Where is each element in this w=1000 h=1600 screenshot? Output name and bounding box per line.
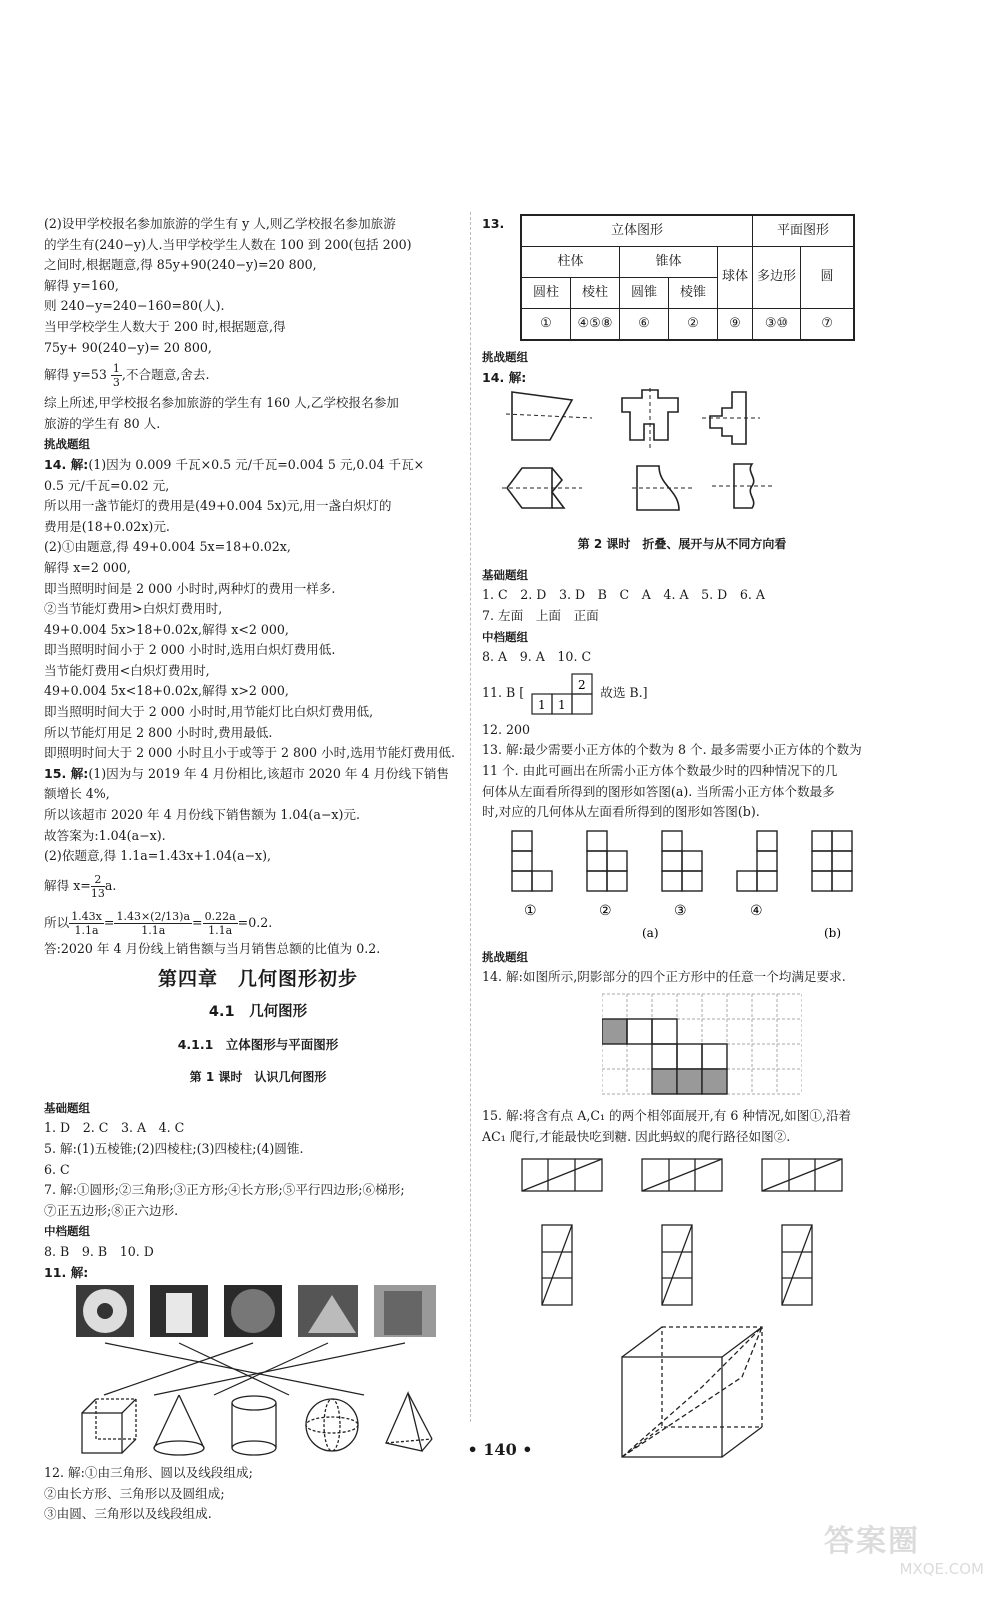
text-line: 12. 解:①由三角形、圆以及线段组成; — [44, 1465, 253, 1481]
q15-answer: 答:2020 年 4 月份线上销售额与当月销售总额的比值为 0.2. — [44, 940, 381, 956]
text-line: 11 个. 由此可画出在所需小正方体个数最少时的四种情况下的几 — [482, 762, 838, 778]
text-line: 故答案为:1.04(a−x). — [44, 827, 166, 843]
cell-pyramid: 棱锥 — [669, 278, 718, 309]
classification-table — [520, 214, 855, 341]
cell-v-prism: ④⑤⑧ — [571, 309, 620, 341]
text-line: ②由长方形、三角形以及圆组成; — [44, 1485, 225, 1501]
photo-pyramid — [298, 1285, 358, 1337]
view-label-3: ③ — [674, 902, 687, 919]
cell-prism-body: 柱体 — [521, 247, 620, 278]
q11-grid — [528, 672, 594, 716]
q14-label-right: 14. 解: — [482, 369, 527, 385]
text-line: ②当节能灯费用>白炽灯费用时, — [44, 601, 223, 617]
solve-line: 解得 y=53 $\frac{1}{3}$ ,不合题意,舍去. — [44, 362, 210, 390]
q14b: 14. 解:如图所示,阴影部分的四个正方形中的任意一个均满足要求. — [482, 969, 846, 985]
q11-right: 11. B [ 2 1 1 故选 B.] — [482, 672, 882, 716]
text-line: 何体从左面看所得到的图形如答图(a). 当所需小正方体个数最多 — [482, 783, 835, 799]
fraction: $\frac{0.22a}{1.1a}$ — [204, 909, 236, 937]
watermark — [824, 1516, 984, 1580]
photo-ball — [224, 1285, 282, 1337]
q13-solution-right — [482, 740, 882, 822]
svg-text:1: 1 — [538, 697, 546, 712]
text-line: 6. C — [44, 1161, 70, 1177]
basic-label: 基础题组 — [44, 1100, 90, 1115]
unfold-figure — [512, 1147, 872, 1317]
q15-number: 15. 解: — [44, 765, 89, 781]
text-line: 解得 x=2 000, — [44, 559, 131, 575]
page-number: • 140 • — [467, 1440, 533, 1459]
text-line: (2)依题意,得 1.1a=1.43x+1.04(a−x), — [44, 848, 272, 864]
q15-solution — [44, 764, 472, 867]
text-line: (2)设甲学校报名参加旅游的学生有 y 人,则乙学校报名参加旅游 — [44, 216, 396, 231]
text-line: 即当照明时间是 2 000 小时时,两种灯的费用一样多. — [44, 580, 336, 596]
text-line: 费用是(18+0.02x)元. — [44, 518, 170, 534]
text-line: 0.5 元/千瓦=0.02 元, — [44, 477, 170, 493]
q15-solution-right — [482, 1106, 882, 1147]
text-line: 7. 左面 上面 正面 — [482, 607, 599, 623]
text-line: ③由圆、三角形以及线段组成. — [44, 1506, 212, 1522]
q14-number: 14. 解: — [44, 456, 89, 472]
text-line: 即照明时间大于 2 000 小时且小于或等于 2 800 小时,选用节能灯费用低. — [44, 745, 455, 761]
fig-a-label: (a) — [642, 925, 659, 940]
left-column — [44, 214, 472, 1525]
photo-football — [76, 1285, 134, 1337]
text-line: 15. 解:(1)因为与 2019 年 4 月份相比,该超市 2020 年 4 月份线下销售 — [44, 765, 450, 781]
cell-v-cylinder: ① — [521, 309, 571, 341]
text-line: 所以节能灯用足 2 800 小时时,费用最低. — [44, 724, 273, 740]
mid-label: 中档题组 — [44, 1224, 90, 1239]
photo-candle — [150, 1285, 208, 1337]
view-label-2: ② — [599, 902, 612, 919]
text-line: 49+0.004 5x>18+0.02x,解得 x<2 000, — [44, 621, 289, 637]
text-line: 旅游的学生有 80 人. — [44, 415, 161, 431]
text-line: 之间时,根据题意,得 85y+90(240−y)=20 800, — [44, 257, 317, 273]
text-line: 即当照明时间大于 2 000 小时时,用节能灯比白炽灯费用低, — [44, 704, 374, 720]
lesson2-title: 第 2 课时 折叠、展开与从不同方向看 — [577, 537, 787, 552]
cell-sphere: 球体 — [718, 247, 753, 309]
q12-solution — [44, 1463, 472, 1525]
mid-answers-right: 8. A 9. A 10. C — [482, 649, 592, 665]
cell-solid: 立体图形 — [521, 215, 753, 247]
cell-v-cone: ⑥ — [620, 309, 669, 341]
cell-v-sphere: ⑨ — [718, 309, 753, 341]
q12-right: 12. 200 — [482, 721, 531, 737]
text-line: 解得 y=160, — [44, 277, 119, 293]
svg-text:1: 1 — [558, 697, 566, 712]
q13-label: 13. — [482, 216, 505, 231]
text-line: 综上所述,甲学校报名参加旅游的学生有 160 人,乙学校报名参加 — [44, 395, 399, 411]
left-views-figure — [502, 827, 882, 947]
right-column — [482, 214, 882, 1467]
cell-polygon: 多边形 — [753, 247, 801, 309]
chapter-title: 第四章 几何图形初步 — [157, 968, 358, 991]
subsection-title: 4.1.1 立体图形与平面图形 — [177, 1036, 339, 1052]
text-line: 8. B 9. B 10. D — [44, 1243, 154, 1259]
text-line: 即当照明时间小于 2 000 小时时,选用白炽灯费用低. — [44, 642, 336, 658]
svg-text:2: 2 — [578, 677, 586, 692]
cell-cylinder: 圆柱 — [521, 278, 571, 309]
text-line: 所以用一盏节能灯的费用是(49+0.004 5x)元,用一盏白炽灯的 — [44, 498, 392, 514]
text-line: 时,对应的几何体从左面看所得到的图形如答图(b). — [482, 804, 760, 820]
text-line: 额增长 4%, — [44, 786, 110, 802]
text-line: ⑦正五边形;⑧正六边形. — [44, 1202, 179, 1218]
cell-circle: 圆 — [801, 247, 855, 309]
view-label-4: ④ — [750, 902, 763, 919]
fraction: $\frac{1.43\times(2/13)a}{1.1a}$ — [116, 909, 191, 937]
cell-prism: 棱柱 — [571, 278, 620, 309]
text-line: 13. 解:最少需要小正方体的个数为 8 个. 最多需要小正方体的个数为 — [482, 742, 862, 758]
grid-figure — [602, 992, 802, 1098]
watermark-url: MXQE.COM — [899, 1560, 984, 1578]
text-line: 15. 解:将含有点 A,C₁ 的两个相邻面展开,有 6 种情况,如图①,沿着 — [482, 1107, 852, 1123]
cell-v-polygon: ③⑩ — [753, 309, 801, 341]
cell-v-pyramid: ② — [669, 309, 718, 341]
text-line: 7. 解:①圆形;②三角形;③正方形;④长方形;⑤平行四边形;⑥梯形; — [44, 1182, 405, 1198]
q13-part2 — [44, 214, 472, 358]
text-line: 49+0.004 5x<18+0.02x,解得 x>2 000, — [44, 683, 289, 699]
cell-plane: 平面图形 — [753, 215, 855, 247]
challenge-label-right: 挑战题组 — [482, 350, 528, 364]
q15-solve: 解得 x= $\frac{2}{13}$ a. — [44, 872, 117, 900]
challenge-label: 挑战题组 — [44, 437, 90, 452]
lesson-title: 第 1 课时 认识几何图形 — [189, 1070, 327, 1085]
mid-answers — [44, 1242, 472, 1263]
photo-building — [374, 1285, 436, 1337]
text-line: 5. 解:(1)五棱锥;(2)四棱柱;(3)四棱柱;(4)圆锥. — [44, 1140, 304, 1156]
cell-cone-body: 锥体 — [620, 247, 718, 278]
matching-figure — [74, 1283, 464, 1463]
text-line: 当甲学校学生人数大于 200 时,根据题意,得 — [44, 318, 286, 334]
text-line: AC₁ 爬行,才能最快吃到糖. 因此蚂蚁的爬行路径如图②. — [482, 1128, 791, 1144]
text-line: (2)①由题意,得 49+0.004 5x=18+0.02x, — [44, 539, 291, 555]
fraction: $\frac{1.43x}{1.1a}$ — [71, 909, 102, 937]
fraction: $\frac{1}{3}$ — [112, 362, 120, 390]
cell-cone: 圆锥 — [620, 278, 669, 309]
basic-label-right: 基础题组 — [482, 567, 528, 582]
text-line: 当节能灯费用<白炽灯费用时, — [44, 662, 210, 678]
symmetry-shapes — [502, 388, 882, 528]
curved-shape — [637, 466, 679, 510]
watermark-text: 答案圈 — [824, 1524, 920, 1559]
section-title: 4.1 几何图形 — [208, 1004, 308, 1020]
mid-label-right: 中档题组 — [482, 629, 528, 644]
q11-label: 11. 解: — [44, 1264, 89, 1280]
text-line: 的学生有(240−y)人.当甲学校学生人数在 100 到 200(包括 200) — [44, 236, 412, 252]
fig-b-label: (b) — [824, 925, 842, 940]
q14-solution — [44, 455, 472, 764]
cell-v-circle: ⑦ — [801, 309, 855, 341]
view-label-1: ① — [524, 902, 537, 919]
fraction: $\frac{2}{13}$ — [90, 872, 105, 900]
text-line: 所以该超市 2020 年 4 月份线下销售额为 1.04(a−x)元. — [44, 807, 361, 823]
text-line: 75y+ 90(240−y)= 20 800, — [44, 339, 212, 355]
basic-answers — [44, 1118, 472, 1221]
text-line: 则 240−y=240−160=80(人). — [44, 298, 225, 314]
q15-ratio: 所以 $\frac{1.43x}{1.1a}$ = $\frac{1.43\times(2/13)a}{1.1a}$ = $\frac{0.22a}{1.1a}$ =0.2. — [44, 909, 273, 937]
q13-summary — [44, 393, 472, 434]
text-line: 14. 解:(1)因为 0.009 千瓦×0.5 元/千瓦=0.004 5 元,0.04 千瓦× — [44, 456, 425, 472]
basic-answers-right — [482, 585, 882, 626]
text-line: 1. D 2. C 3. A 4. C — [44, 1120, 185, 1136]
text-line: 1. C 2. D 3. D B C A 4. A 5. D 6. A — [482, 587, 765, 603]
challenge-label-right-2: 挑战题组 — [482, 949, 528, 964]
